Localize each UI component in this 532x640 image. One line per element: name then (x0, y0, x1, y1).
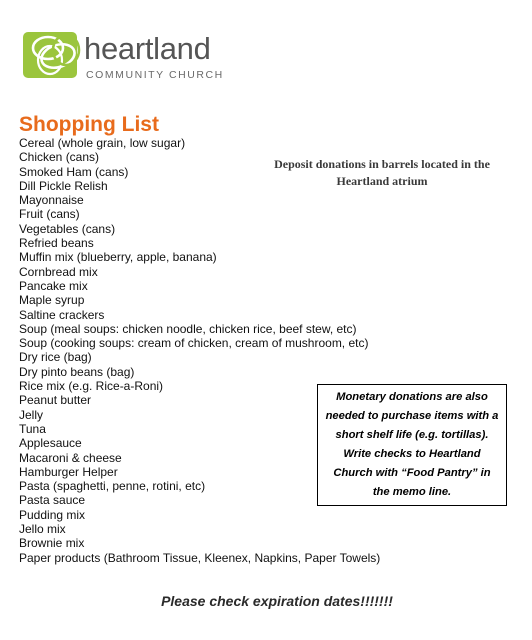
list-item: Soup (meal soups: chicken noodle, chicken rice, beef stew, etc) (19, 321, 357, 336)
list-item: Vegetables (cans) (19, 221, 116, 236)
list-item: Macaroni & cheese (19, 450, 122, 465)
logo-subtitle: COMMUNITY CHURCH (86, 69, 224, 81)
list-item: Paper products (Bathroom Tissue, Kleenex, Napkins, Paper Towels) (19, 550, 381, 565)
list-item: Smoked Ham (cans) (19, 164, 129, 179)
list-item: Brownie mix (19, 536, 85, 551)
list-item: Maple syrup (19, 293, 85, 308)
list-item: Pasta sauce (19, 493, 86, 508)
list-item: Dry pinto beans (bag) (19, 364, 135, 379)
deposit-note: Deposit donations in barrels located in the Heartland atrium (274, 157, 490, 188)
monetary-donation-text: Monetary donations are also needed to purchase items with a short shelf life (e.g. tortillas). Write checks to Heartland Church with “Food Pantry” in the memo line. (325, 391, 499, 498)
list-item: Fruit (cans) (19, 207, 80, 222)
list-item: Pancake mix (19, 278, 88, 293)
list-item: Refried beans (19, 236, 94, 251)
monetary-donation-box (317, 384, 507, 506)
list-item: Rice mix (e.g. Rice-a-Roni) (19, 379, 164, 394)
list-item: Hamburger Helper (19, 464, 118, 479)
list-item: Pasta (spaghetti, penne, rotini, etc) (19, 479, 206, 494)
list-item: Dill Pickle Relish (19, 178, 108, 193)
list-item: Cereal (whole grain, low sugar) (19, 136, 186, 150)
list-item: Jelly (19, 407, 44, 422)
list-item: Muffin mix (blueberry, apple, banana) (19, 250, 217, 265)
list-item: Saltine crackers (19, 307, 105, 322)
list-item: Tuna (19, 421, 46, 436)
list-item: Jello mix (19, 522, 66, 537)
list-item: Soup (cooking soups: cream of chicken, cream of mushroom, etc) (19, 336, 369, 351)
expiration-reminder: Please check expiration dates!!!!!!! (161, 593, 393, 609)
logo-wordmark: heartland (84, 31, 211, 66)
list-item: Pudding mix (19, 507, 86, 522)
list-item: Cornbread mix (19, 264, 98, 279)
list-item: Chicken (cans) (19, 150, 100, 165)
list-item: Applesauce (19, 436, 82, 451)
church-logo (22, 26, 254, 84)
logo-green-tile (23, 32, 77, 78)
list-item: Dry rice (bag) (19, 350, 92, 365)
shopping-list-title: Shopping List (19, 113, 159, 136)
list-item: Mayonnaise (19, 193, 84, 208)
heartland-rings-icon (22, 26, 86, 84)
list-item: Peanut butter (19, 393, 92, 408)
